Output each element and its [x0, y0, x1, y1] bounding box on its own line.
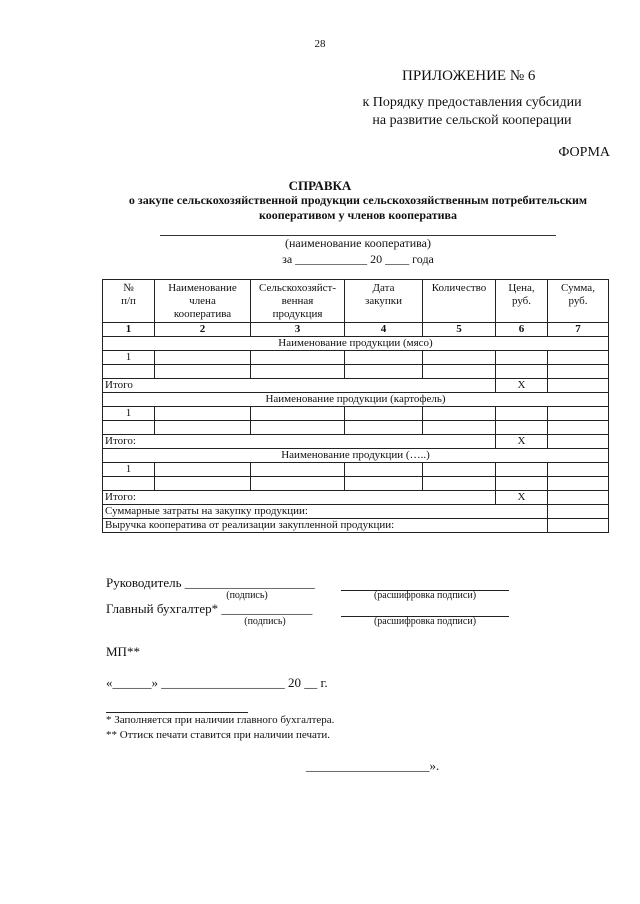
total-sum-cell[interactable]	[548, 379, 609, 393]
footnote-2: ** Оттиск печати ставится при наличии печати.	[106, 729, 331, 741]
table-header-row	[103, 280, 609, 323]
header-number: № п/п	[103, 280, 155, 323]
total-label: Итого:	[103, 491, 496, 505]
column-number: 4	[345, 323, 423, 337]
cooperative-name-caption: (наименование кооператива)	[285, 236, 431, 250]
total-mark: Х	[496, 491, 548, 505]
row-number: 1	[103, 407, 155, 421]
table-cell[interactable]	[155, 421, 251, 435]
header-quantity: Количество	[423, 280, 496, 323]
table-cell[interactable]	[548, 365, 609, 379]
section-heading: Наименование продукции (мясо)	[103, 337, 609, 351]
table-cell[interactable]	[496, 477, 548, 491]
table-cell[interactable]	[496, 421, 548, 435]
table-cell[interactable]	[423, 365, 496, 379]
table-row	[103, 477, 609, 491]
appendix-subtitle-line1: к Порядку предоставления субсидии	[362, 95, 582, 110]
total-mark: Х	[496, 379, 548, 393]
table-cell[interactable]	[423, 407, 496, 421]
table-cell[interactable]	[155, 407, 251, 421]
table-row	[103, 463, 609, 477]
head-sign-caption: (подпись)	[226, 590, 268, 601]
table-cell[interactable]	[496, 351, 548, 365]
table-cell[interactable]	[251, 421, 345, 435]
summary-revenue-value[interactable]	[548, 519, 609, 533]
summary-revenue-label: Выручка кооператива от реализации закупленной продукции:	[103, 519, 548, 533]
accountant-signature-field[interactable]: Главный бухгалтер* ______________	[106, 601, 313, 616]
table-cell[interactable]	[345, 463, 423, 477]
document-title: СПРАВКА	[288, 178, 352, 193]
table-cell[interactable]	[496, 365, 548, 379]
table-cell[interactable]	[251, 407, 345, 421]
table-cell[interactable]	[548, 463, 609, 477]
table-cell[interactable]	[345, 351, 423, 365]
accountant-decode-caption: (расшифровка подписи)	[373, 616, 477, 627]
column-numbers-row	[103, 323, 609, 337]
table-cell[interactable]	[345, 407, 423, 421]
header-product: Сельскохозяйст- венная продукция	[251, 280, 345, 323]
column-number: 1	[103, 323, 155, 337]
table-cell[interactable]	[345, 477, 423, 491]
table-cell[interactable]	[423, 351, 496, 365]
header-date: Дата закупки	[345, 280, 423, 323]
table-cell[interactable]	[423, 421, 496, 435]
table-cell[interactable]	[345, 365, 423, 379]
period-field[interactable]: за ____________ 20 ____ года	[282, 252, 434, 266]
table-cell[interactable]	[155, 463, 251, 477]
total-label: Итого	[103, 379, 496, 393]
head-signature-field[interactable]: Руководитель ____________________	[106, 575, 315, 590]
section-heading-row	[103, 393, 609, 407]
column-number: 2	[155, 323, 251, 337]
closing-line: ___________________».	[306, 758, 440, 773]
summary-costs-label: Суммарные затраты на закупку продукции:	[103, 505, 548, 519]
row-number: 1	[103, 351, 155, 365]
table-cell[interactable]	[251, 351, 345, 365]
footnote-1: * Заполняется при наличии главного бухгалтера.	[106, 714, 335, 726]
date-field[interactable]: «______» ___________________ 20 __ г.	[106, 675, 328, 690]
total-row	[103, 379, 609, 393]
total-mark: Х	[496, 435, 548, 449]
footnote-divider	[106, 712, 248, 713]
table-cell[interactable]	[345, 421, 423, 435]
row-number: 1	[103, 463, 155, 477]
table-cell[interactable]	[251, 463, 345, 477]
total-row	[103, 435, 609, 449]
table-cell[interactable]	[548, 477, 609, 491]
form-label: ФОРМА	[558, 145, 610, 160]
appendix-subtitle-line2: на развитие сельской кооперации	[372, 113, 572, 128]
stamp-label: МП**	[106, 644, 140, 659]
table-cell[interactable]	[548, 421, 609, 435]
table-cell[interactable]	[103, 365, 155, 379]
table-row	[103, 351, 609, 365]
section-heading-row	[103, 337, 609, 351]
accountant-sign-caption: (подпись)	[244, 616, 286, 627]
column-number: 6	[496, 323, 548, 337]
document-subtitle-line1: о закупе сельскохозяйственной продукции сельскохозяйственным потребительским	[128, 193, 588, 207]
head-decode-caption: (расшифровка подписи)	[373, 590, 477, 601]
table-cell[interactable]	[251, 477, 345, 491]
appendix-title: ПРИЛОЖЕНИЕ № 6	[402, 68, 536, 84]
header-member-name: Наименование члена кооператива	[155, 280, 251, 323]
total-sum-cell[interactable]	[548, 491, 609, 505]
table-cell[interactable]	[155, 477, 251, 491]
total-sum-cell[interactable]	[548, 435, 609, 449]
section-heading: Наименование продукции (картофель)	[103, 393, 609, 407]
table-cell[interactable]	[103, 477, 155, 491]
table-row	[103, 365, 609, 379]
column-number: 3	[251, 323, 345, 337]
table-cell[interactable]	[251, 365, 345, 379]
purchase-table	[102, 279, 609, 533]
appendix-subtitle	[330, 94, 614, 130]
table-cell[interactable]	[548, 407, 609, 421]
table-cell[interactable]	[548, 351, 609, 365]
header-price: Цена, руб.	[496, 280, 548, 323]
column-number: 5	[423, 323, 496, 337]
table-cell[interactable]	[103, 421, 155, 435]
table-row	[103, 407, 609, 421]
total-row	[103, 491, 609, 505]
table-cell[interactable]	[423, 463, 496, 477]
table-cell[interactable]	[155, 365, 251, 379]
table-row	[103, 421, 609, 435]
header-sum: Сумма, руб.	[548, 280, 609, 323]
page-number: 28	[314, 38, 326, 50]
document-subtitle	[100, 193, 616, 223]
summary-revenue-row	[103, 519, 609, 533]
table-cell[interactable]	[155, 351, 251, 365]
section-heading-row	[103, 449, 609, 463]
summary-costs-value[interactable]	[548, 505, 609, 519]
total-label: Итого:	[103, 435, 496, 449]
table-cell[interactable]	[496, 407, 548, 421]
summary-costs-row	[103, 505, 609, 519]
table-cell[interactable]	[496, 463, 548, 477]
section-heading: Наименование продукции (…..)	[103, 449, 609, 463]
column-number: 7	[548, 323, 609, 337]
document-subtitle-line2: кооперативом у членов кооператива	[258, 208, 458, 222]
table-cell[interactable]	[423, 477, 496, 491]
